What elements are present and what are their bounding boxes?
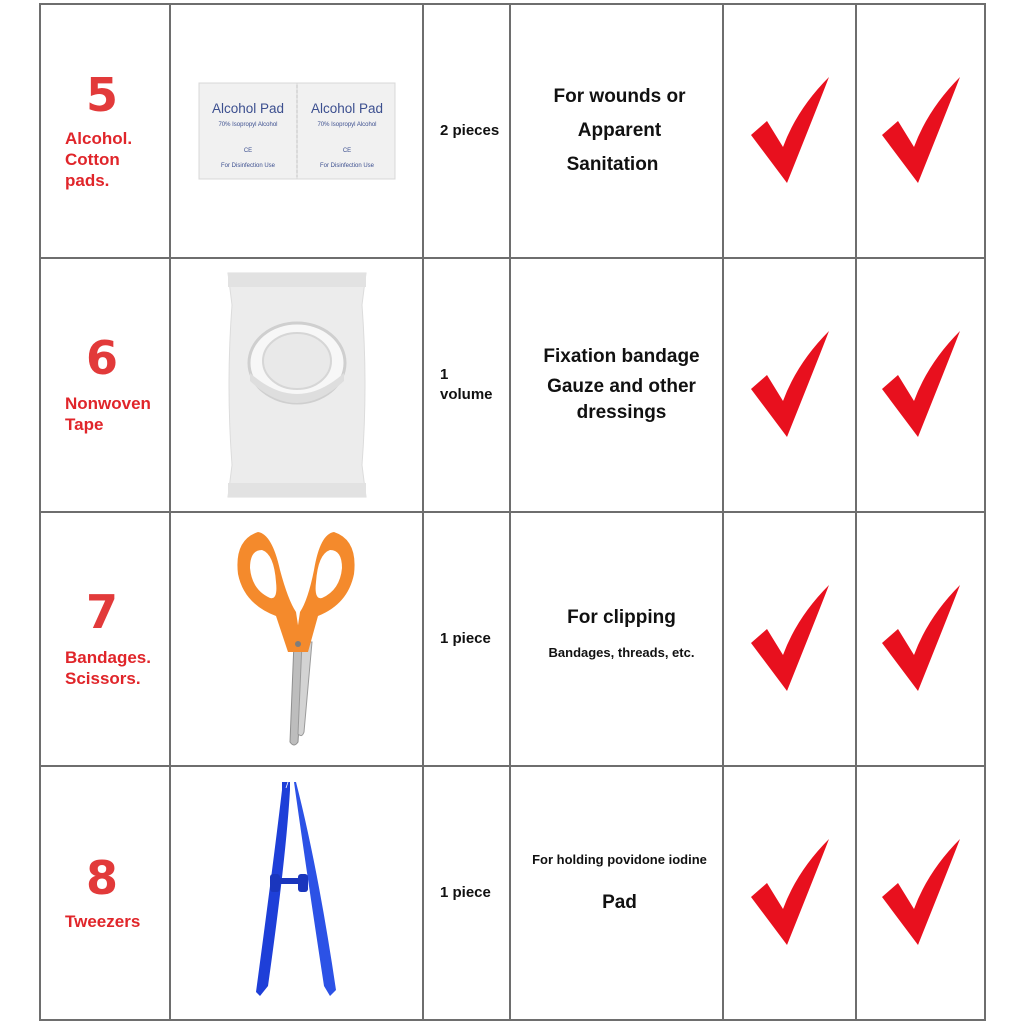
- usage-cell: [510, 766, 723, 1020]
- tape-roll-packet-icon: [222, 265, 372, 505]
- usage-line: Gauze and other: [547, 376, 696, 397]
- table-row: [40, 766, 985, 1020]
- item-image-cell: [170, 766, 423, 1020]
- quantity-cell: [423, 766, 510, 1020]
- item-name: Nonwoven Tape: [65, 394, 151, 434]
- item-name: Alcohol. Cotton pads.: [65, 128, 133, 190]
- usage-cell: [510, 258, 723, 512]
- usage-line: Apparent: [577, 120, 662, 141]
- item-number: 8: [85, 850, 118, 905]
- packet-sub-left: 70% Isopropyl Alcohol: [217, 122, 278, 128]
- table-row: [40, 4, 985, 258]
- check-icon: [880, 839, 962, 947]
- check-icon: [880, 585, 962, 693]
- item-number: 6: [85, 331, 118, 385]
- usage-line: For clipping: [567, 607, 676, 628]
- usage-line: dressings: [576, 402, 667, 423]
- packet-title-left: Alcohol Pad: [211, 101, 284, 116]
- check-cell-1: [723, 766, 856, 1020]
- item-label-cell: [40, 512, 170, 766]
- item-quantity: 1 piece: [440, 884, 491, 901]
- check-icon: [749, 331, 831, 439]
- check-icon: [880, 331, 962, 439]
- usage-line: Sanitation: [566, 154, 659, 175]
- item-name: Bandages. Scissors.: [65, 648, 151, 688]
- check-cell-2: [856, 4, 985, 258]
- item-quantity: 1 volume: [440, 366, 493, 403]
- table-row: [40, 512, 985, 766]
- item-number: 7: [85, 585, 118, 639]
- item-label-cell: [40, 4, 170, 258]
- packet-mark-right: CE: [342, 148, 351, 154]
- item-quantity: 2 pieces: [440, 122, 500, 139]
- packet-title-right: Alcohol Pad: [310, 101, 383, 116]
- usage-cell: [510, 4, 723, 258]
- check-cell-1: [723, 4, 856, 258]
- tweezers-icon: [252, 778, 342, 1008]
- check-icon: [749, 839, 831, 947]
- packet-foot-left: For Disinfection Use: [220, 163, 275, 169]
- item-label-cell: [40, 258, 170, 512]
- usage-line: For holding povidone iodine: [532, 852, 707, 867]
- check-cell-2: [856, 258, 985, 512]
- check-icon: [749, 585, 831, 693]
- usage-line: Bandages, threads, etc.: [548, 645, 695, 660]
- check-icon: [880, 77, 962, 185]
- check-cell-1: [723, 512, 856, 766]
- packet-foot-right: For Disinfection Use: [319, 163, 374, 169]
- check-cell-2: [856, 512, 985, 766]
- check-icon: [749, 77, 831, 185]
- table-row: [40, 258, 985, 512]
- item-image-cell: [170, 258, 423, 512]
- check-cell-2: [856, 766, 985, 1020]
- item-number: 5: [85, 67, 118, 122]
- scissors-icon: [232, 524, 362, 754]
- item-quantity: 1 piece: [440, 630, 491, 647]
- quantity-cell: [423, 4, 510, 258]
- usage-line: Fixation bandage: [543, 346, 700, 367]
- usage-line: Pad: [602, 892, 637, 913]
- item-label-cell: [40, 766, 170, 1020]
- first-aid-kit-table: [39, 3, 986, 1021]
- packet-mark-left: CE: [243, 148, 252, 154]
- quantity-cell: [423, 512, 510, 766]
- item-name: Tweezers: [65, 911, 141, 931]
- usage-line: For wounds or: [553, 86, 686, 107]
- quantity-cell: [423, 258, 510, 512]
- alcohol-pad-packets-icon: [197, 81, 397, 181]
- usage-cell: [510, 512, 723, 766]
- item-image-cell: [170, 4, 423, 258]
- check-cell-1: [723, 258, 856, 512]
- packet-sub-right: 70% Isopropyl Alcohol: [316, 122, 377, 128]
- item-image-cell: [170, 512, 423, 766]
